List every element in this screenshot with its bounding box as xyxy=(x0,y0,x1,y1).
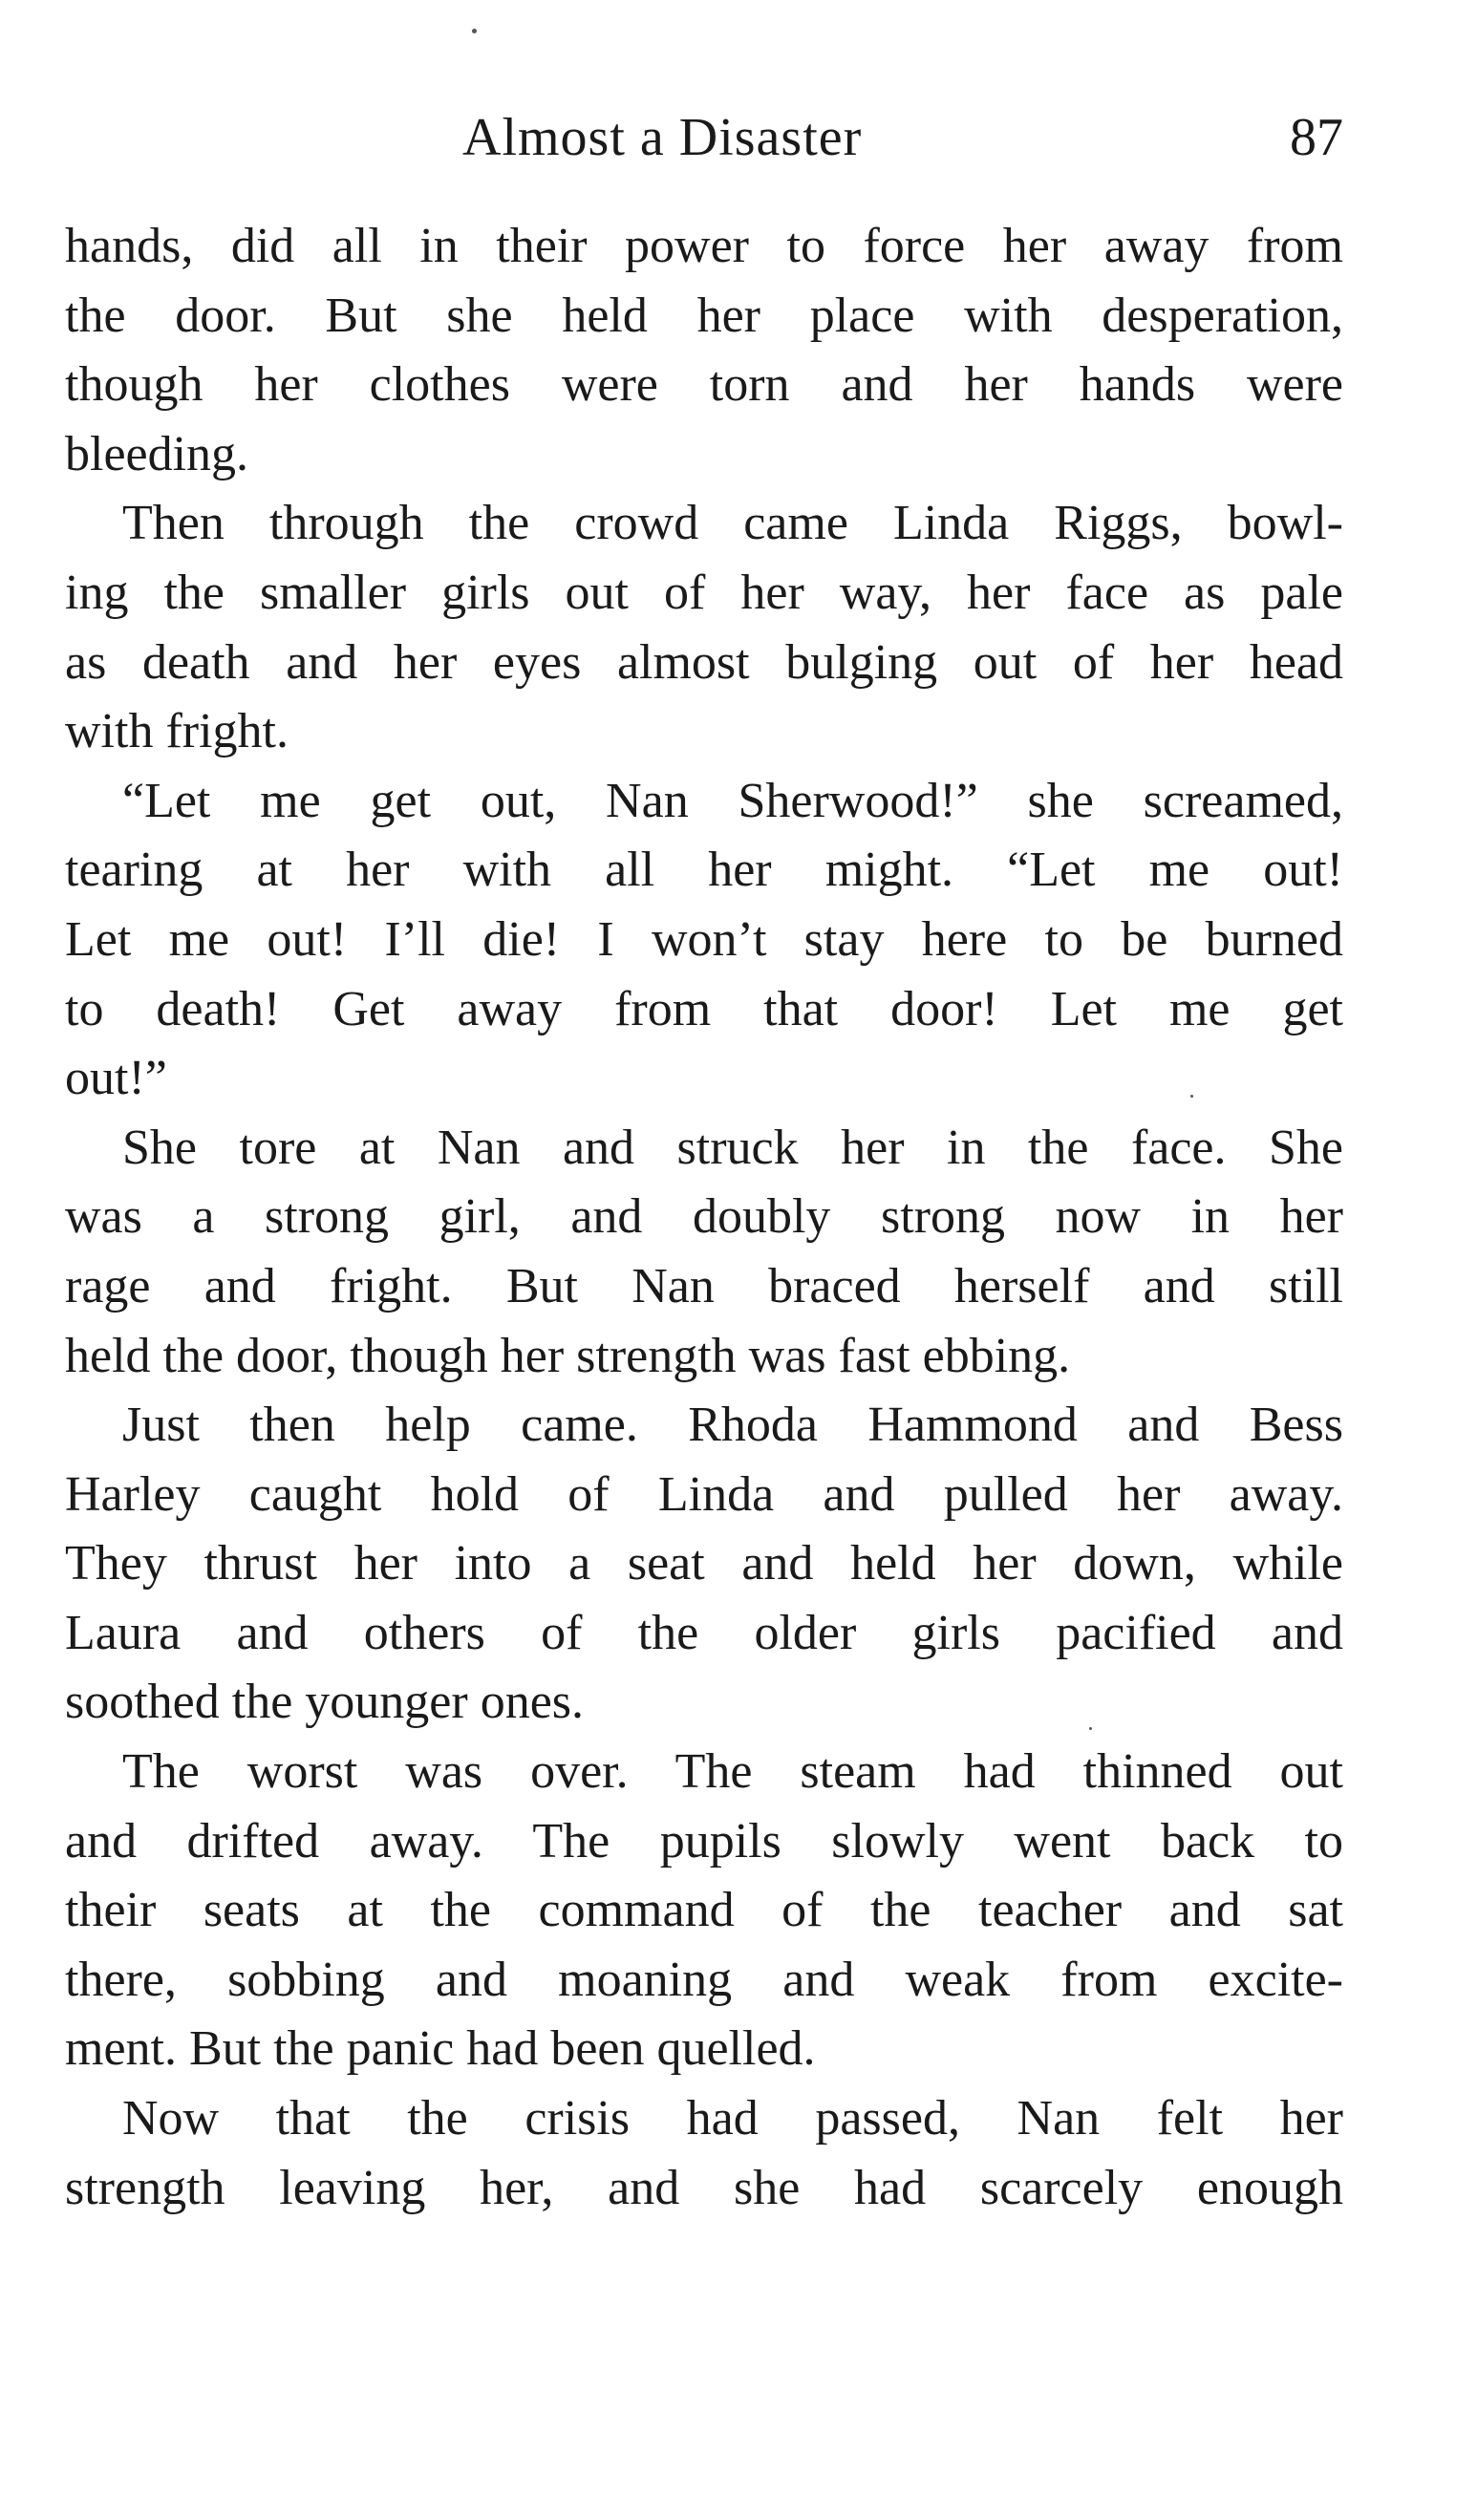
page-number: 87 xyxy=(1290,108,1343,167)
text-line: hands, did all in their power to force her away from xyxy=(65,219,1343,273)
text-line: the door. But she held her place with desperation, xyxy=(65,288,1343,343)
text-line: and drifted away. The pupils slowly went back to xyxy=(65,1813,1343,1869)
text-line: bleeding. xyxy=(65,426,249,481)
text-line: though her clothes were torn and her hands were xyxy=(65,357,1343,413)
text-line: as death and her eyes almost bulging out of her head xyxy=(65,634,1343,690)
text-line: Now that the crisis had passed, Nan felt her xyxy=(122,2091,1343,2146)
text-line: She tore at Nan and struck her in the face. She xyxy=(122,1120,1343,1175)
text-line: rage and fright. But Nan braced herself and still xyxy=(65,1258,1343,1313)
text-line: “Let me get out, Nan Sherwood!” she screamed, xyxy=(122,773,1343,828)
text-line: held the door, though her strength was fast ebbing. xyxy=(65,1328,1071,1383)
running-title: Almost a Disaster xyxy=(462,108,863,167)
text-line: Then through the crowd came Linda Riggs, bowl- xyxy=(122,496,1343,551)
text-line: soothed the younger ones. xyxy=(65,1675,585,1730)
text-line: with fright. xyxy=(65,704,289,759)
text-line: tearing at her with all her might. “Let me out! xyxy=(65,843,1343,898)
scan-speck xyxy=(472,29,477,33)
text-line: They thrust her into a seat and held her down, while xyxy=(65,1536,1343,1591)
text-line: was a strong girl, and doubly strong now in her xyxy=(65,1189,1343,1245)
text-line: ing the smaller girls out of her way, her face as pale xyxy=(65,565,1343,620)
text-line: out!” xyxy=(65,1051,167,1106)
text-line: ment. But the panic had been quelled. xyxy=(65,2021,816,2077)
text-line: The worst was over. The steam had thinned out xyxy=(122,1744,1343,1800)
text-line: Harley caught hold of Linda and pulled her away. xyxy=(65,1466,1343,1522)
running-head xyxy=(65,107,1343,183)
text-line: Let me out! I’ll die! I won’t stay here to be burned xyxy=(65,911,1343,967)
text-line: Just then help came. Rhoda Hammond and Bess xyxy=(122,1398,1343,1453)
text-line: their seats at the command of the teacher and sat xyxy=(65,1883,1343,1938)
text-line: strength leaving her, and she had scarcely enough xyxy=(65,2160,1343,2215)
text-line: there, sobbing and moaning and weak from excite- xyxy=(65,1952,1343,2007)
text-line: to death! Get away from that door! Let me get xyxy=(65,981,1343,1036)
body-text xyxy=(65,212,1343,2223)
text-line: Laura and others of the older girls pacified and xyxy=(65,1605,1343,1660)
